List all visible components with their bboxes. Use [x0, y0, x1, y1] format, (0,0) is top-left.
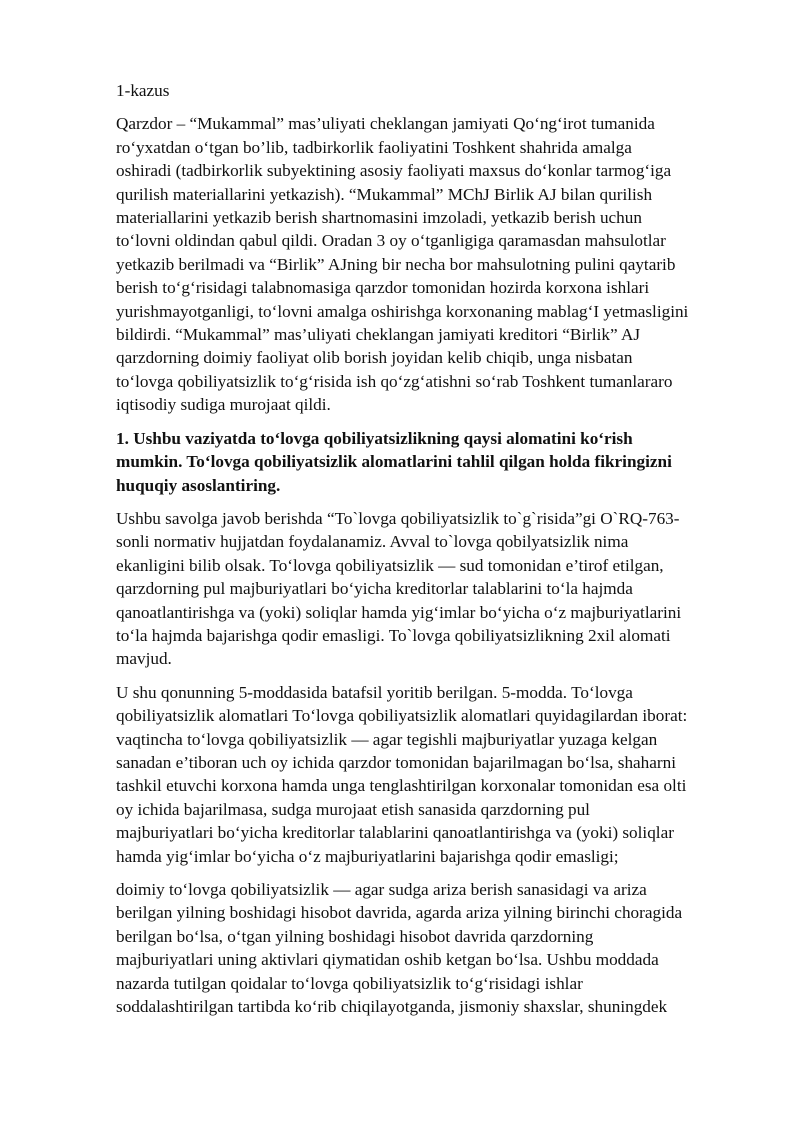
document-body	[116, 79, 736, 1028]
question-line: 1. Ushbu vaziyatda toʻlovga qobiliyatsizlikning qaysi alomatini koʻrish	[116, 428, 633, 448]
article-line: qobiliyatsizlik alomatlari Toʻlovga qobiliyatsizlik alomatlari quyidagilardan iborat:	[116, 706, 688, 726]
article-line: majburiyatlari boʻyicha kreditorlar talablarini qanoatlantirishga va (yoki) soliqlar	[116, 823, 674, 843]
question-line: mumkin. Toʻlovga qobiliyatsizlik alomatlarini tahlil qilgan holda fikringizni	[116, 452, 672, 472]
permanent-line: majburiyatlari uning aktivlari qiymatidan oshib ketgan boʻlsa. Ushbu moddada	[116, 950, 659, 970]
answer-line: toʻla hajmda bajarishga qodir emasligi. To`lovga qobiliyatsizlikning 2xil alomati	[116, 625, 671, 645]
answer-line: sonli normativ hujjatdan foydalanamiz. Avval to`lovga qobilyatsizlik nima	[116, 532, 629, 552]
answer-line: qarzdorning pul majburiyatlari boʻyicha kreditorlar talablarini toʻla hajmda	[116, 579, 633, 599]
permanent-insolvency-paragraph	[116, 878, 736, 1018]
article-line: U shu qonunning 5-moddasida batafsil yoritib berilgan. 5-modda. Toʻlovga	[116, 682, 633, 702]
case-line: yurishmayotganligi, toʻlovni amalga oshirishga korxonaning mablagʻI yetmasligini	[116, 301, 689, 321]
answer-paragraph	[116, 507, 736, 671]
permanent-line: berilgan yilning boshidagi hisobot davrida, agarda ariza yilning birinchi choragida	[116, 903, 683, 923]
permanent-line: soddalashtirilgan tartibda koʻrib chiqilayotganda, jismoniy shaxslar, shuningdek	[116, 997, 668, 1017]
permanent-line: doimiy toʻlovga qobiliyatsizlik — agar sudga ariza berish sanasidagi va ariza	[116, 880, 647, 899]
case-line: qarzdorning doimiy faoliyat olib borish joyidan kelib chiqib, unga nisbatan	[116, 348, 633, 368]
answer-line: mavjud.	[116, 649, 172, 669]
case-line: bildirdi. “Mukammal” mas’uliyati cheklangan jamiyati kreditori “Birlik” AJ	[116, 325, 641, 345]
case-line: toʻlovga qobiliyatsizlik toʻgʻrisida ish qoʻzgʻatishni soʻrab Toshkent tumanlararo	[116, 371, 673, 391]
article-line: oy ichida bajarilmasa, sudga murojaat etish sanasida qarzdorning pul	[116, 799, 590, 819]
case-line: yetkazib berilmadi va “Birlik” AJning bir necha bor mahsulotning pulini qaytarib	[116, 254, 676, 274]
case-line: berish toʻgʻrisidagi talabnomasiga qarzdor tomonidan hozirda korxona ishlari	[116, 278, 650, 298]
case-line: oshiradi (tadbirkorlik subyektining asosiy faoliyati maxsus doʻkonlar tarmogʻiga	[116, 161, 672, 181]
question-line: huquqiy asoslantiring.	[116, 475, 281, 495]
article-paragraph	[116, 681, 736, 868]
question-paragraph	[116, 427, 736, 497]
case-line: Qarzdor – “Mukammal” mas’uliyati cheklangan jamiyati Qoʻngʻirot tumanida	[116, 114, 655, 134]
article-line: sanadan e’tiboran uch oy ichida qarzdor tomonidan bajarilmagan boʻlsa, shaharni	[116, 752, 676, 772]
answer-line: ekanligini bilib olsak. Toʻlovga qobiliyatsizlik — sud tomonidan e’tirof etilgan,	[116, 555, 664, 575]
case-paragraph	[116, 112, 736, 416]
answer-line: Ushbu savolga javob berishda “To`lovga qobiliyatsizlik to`g`risida”gi O`RQ-763-	[116, 508, 680, 528]
article-line: vaqtincha toʻlovga qobiliyatsizlik — agar tegishli majburiyatlar yuzaga kelgan	[116, 729, 658, 749]
case-line: roʻyxatdan oʻtgan bo’lib, tadbirkorlik faoliyatini Toshkent shahrida amalga	[116, 137, 632, 157]
answer-line: qanoatlantirishga va (yoki) soliqlar hamda yigʻimlar boʻyicha oʻz majburiyatlarini	[116, 602, 682, 622]
case-line: toʻlovni oldindan qabul qildi. Oradan 3 oy oʻtganligiga qaramasdan mahsulotlar	[116, 231, 666, 251]
permanent-line: berilgan boʻlsa, oʻtgan yilning boshidagi hisobot davrida qarzdorning	[116, 926, 594, 946]
case-line: qurilish materiallarini yetkazish). “Mukammal” MChJ Birlik AJ bilan qurilish	[116, 184, 653, 204]
permanent-line: nazarda tutilgan qoidalar toʻlovga qobiliyatsizlik toʻgʻrisidagi ishlar	[116, 973, 583, 993]
case-line: materiallarini yetkazib berish shartnomasini imzoladi, yetkazib berish uchun	[116, 208, 642, 228]
case-heading: 1-kazus	[116, 81, 170, 100]
article-line: tashkil etuvchi korxona hamda unga tenglashtirilgan korxonalar tomonidan esa olti	[116, 776, 687, 796]
article-line: hamda yigʻimlar boʻyicha oʻz majburiyatlarini bajarishga qodir emasligi;	[116, 846, 619, 866]
case-line: iqtisodiy sudiga murojaat qildi.	[116, 395, 331, 415]
